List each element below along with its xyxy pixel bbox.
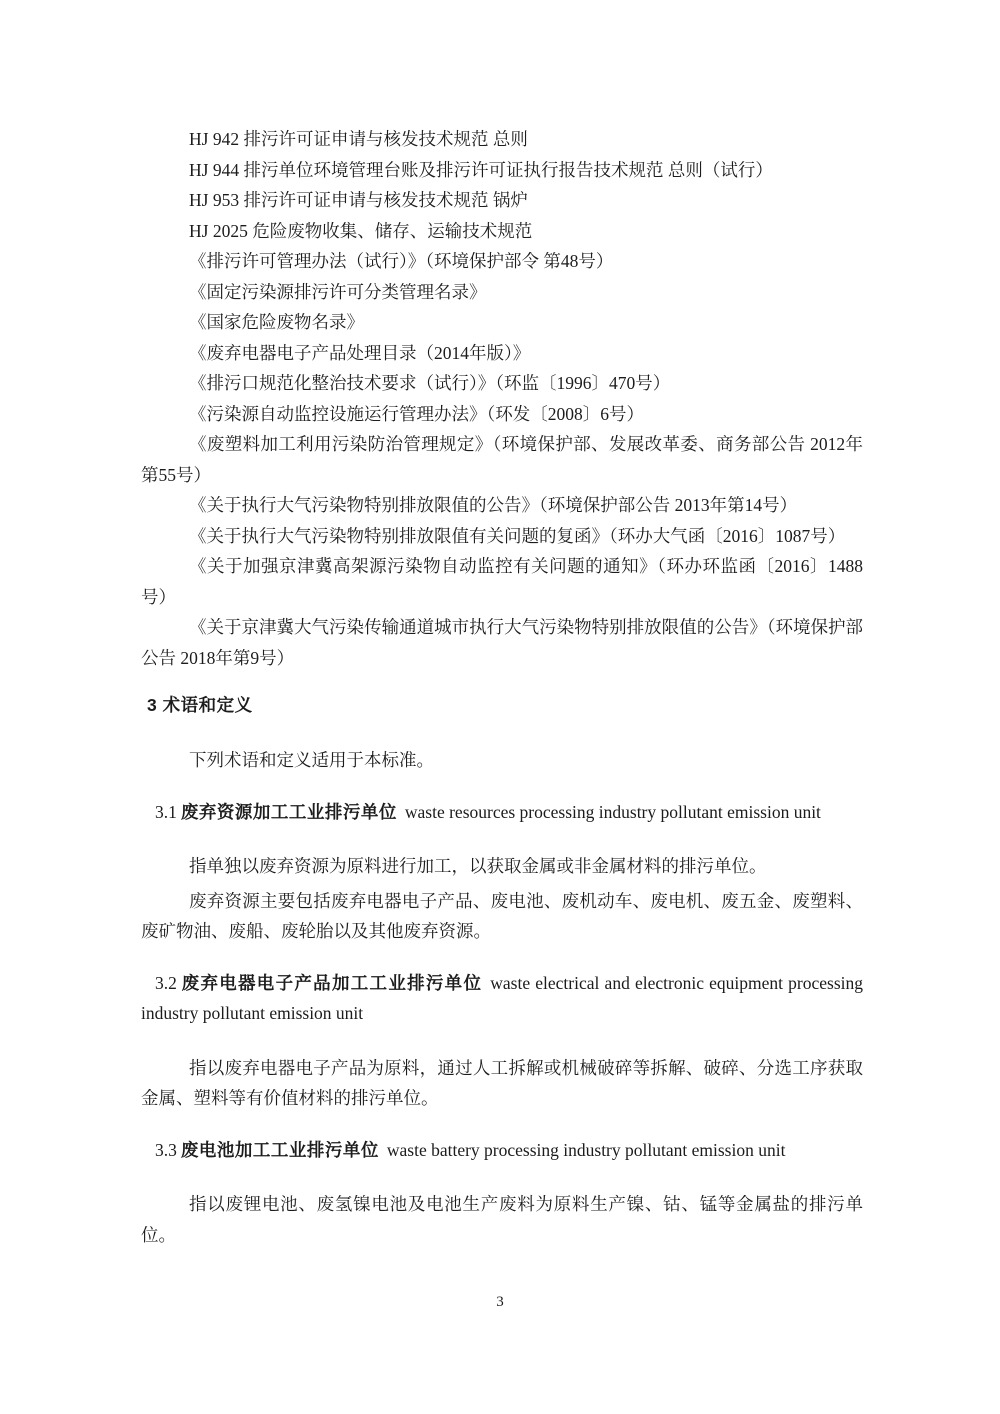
reference-item: 《固定污染源排污许可分类管理名录》 <box>189 281 487 302</box>
reference-item: 《排污许可管理办法（试行）》（环境保护部令 第48号） <box>189 251 614 271</box>
definition-paragraph: 废弃资源主要包括废弃电器电子产品、废电池、废机动车、废电机、废五金、废塑料、废矿物油、废船、废轮胎以及其他废弃资源。 <box>141 890 863 941</box>
term-definition <box>141 1189 863 1250</box>
term-number: 3.1 <box>155 801 177 822</box>
reference-item: 《关于京津冀大气污染传输通道城市执行大气污染物特别排放限值的公告》（环境保护部公告 2018年第9号） <box>141 617 863 668</box>
term-name-english: waste electrical and electronic equipment processing industry pollutant emission unit <box>141 972 863 1023</box>
definition-paragraph: 指以废弃电器电子产品为原料，通过人工拆解或机械破碎等拆解、破碎、分选工序获取金属、塑料等有价值材料的排污单位。 <box>141 1057 863 1108</box>
definition-paragraph: 指以废锂电池、废氢镍电池及电池生产废料为原料生产镍、钴、锰等金属盐的排污单位。 <box>141 1194 863 1245</box>
reference-item: HJ 953 排污许可证申请与核发技术规范 锅炉 <box>189 190 528 210</box>
term-name-english: waste resources processing industry pollutant emission unit <box>404 801 821 822</box>
term-name-english: waste battery processing industry pollutant emission unit <box>386 1139 786 1160</box>
terms-intro-paragraph: 下列术语和定义适用于本标准。 <box>189 750 434 770</box>
reference-item: 《关于加强京津冀高架源污染物自动监控有关问题的通知》（环办环监函〔2016〕1488号） <box>141 556 863 607</box>
page-number: 3 <box>496 1294 504 1310</box>
term-heading <box>141 797 863 828</box>
term-heading <box>141 968 863 1029</box>
term-number: 3.3 <box>155 1139 177 1160</box>
definition-paragraph: 指单独以废弃资源为原料进行加工，以获取金属或非金属材料的排污单位。 <box>189 856 767 876</box>
reference-item: 《国家危险废物名录》 <box>189 312 364 332</box>
reference-item: 《废弃电器电子产品处理目录（2014年版）》 <box>189 342 531 363</box>
term-name-chinese: 废弃资源加工工业排污单位 <box>180 801 397 822</box>
term-name-chinese: 废电池加工工业排污单位 <box>180 1139 379 1160</box>
term-block-3-2 <box>141 968 863 1114</box>
reference-item: 《污染源自动监控设施运行管理办法》（环发〔2008〕6号） <box>189 403 644 424</box>
reference-item: 《排污口规范化整治技术要求（试行）》（环监〔1996〕470号） <box>189 373 671 393</box>
term-definition <box>141 851 863 947</box>
term-number: 3.2 <box>155 972 177 993</box>
reference-item: HJ 944 排污单位环境管理台账及排污许可证执行报告技术规范 总则（试行） <box>189 159 773 180</box>
term-block-3-3 <box>141 1135 863 1251</box>
term-definition <box>141 1053 863 1114</box>
page-content <box>141 124 863 1250</box>
term-heading <box>141 1135 863 1166</box>
reference-item: 《废塑料加工利用污染防治管理规定》（环境保护部、发展改革委、商务部公告 2012年第55号） <box>141 434 863 485</box>
reference-item: 《关于执行大气污染物特别排放限值的公告》（环境保护部公告 2013年第14号） <box>189 495 798 515</box>
section-heading-terms-and-definitions: 3 术语和定义 <box>147 695 253 715</box>
reference-item: 《关于执行大气污染物特别排放限值有关问题的复函》（环办大气函〔2016〕1087号） <box>189 525 846 546</box>
term-name-chinese: 废弃电器电子产品加工工业排污单位 <box>180 972 483 993</box>
term-block-3-1 <box>141 797 863 947</box>
reference-item: HJ 2025 危险废物收集、储存、运输技术规范 <box>189 220 533 241</box>
references-list <box>141 124 863 673</box>
reference-item: HJ 942 排污许可证申请与核发技术规范 总则 <box>189 129 528 149</box>
